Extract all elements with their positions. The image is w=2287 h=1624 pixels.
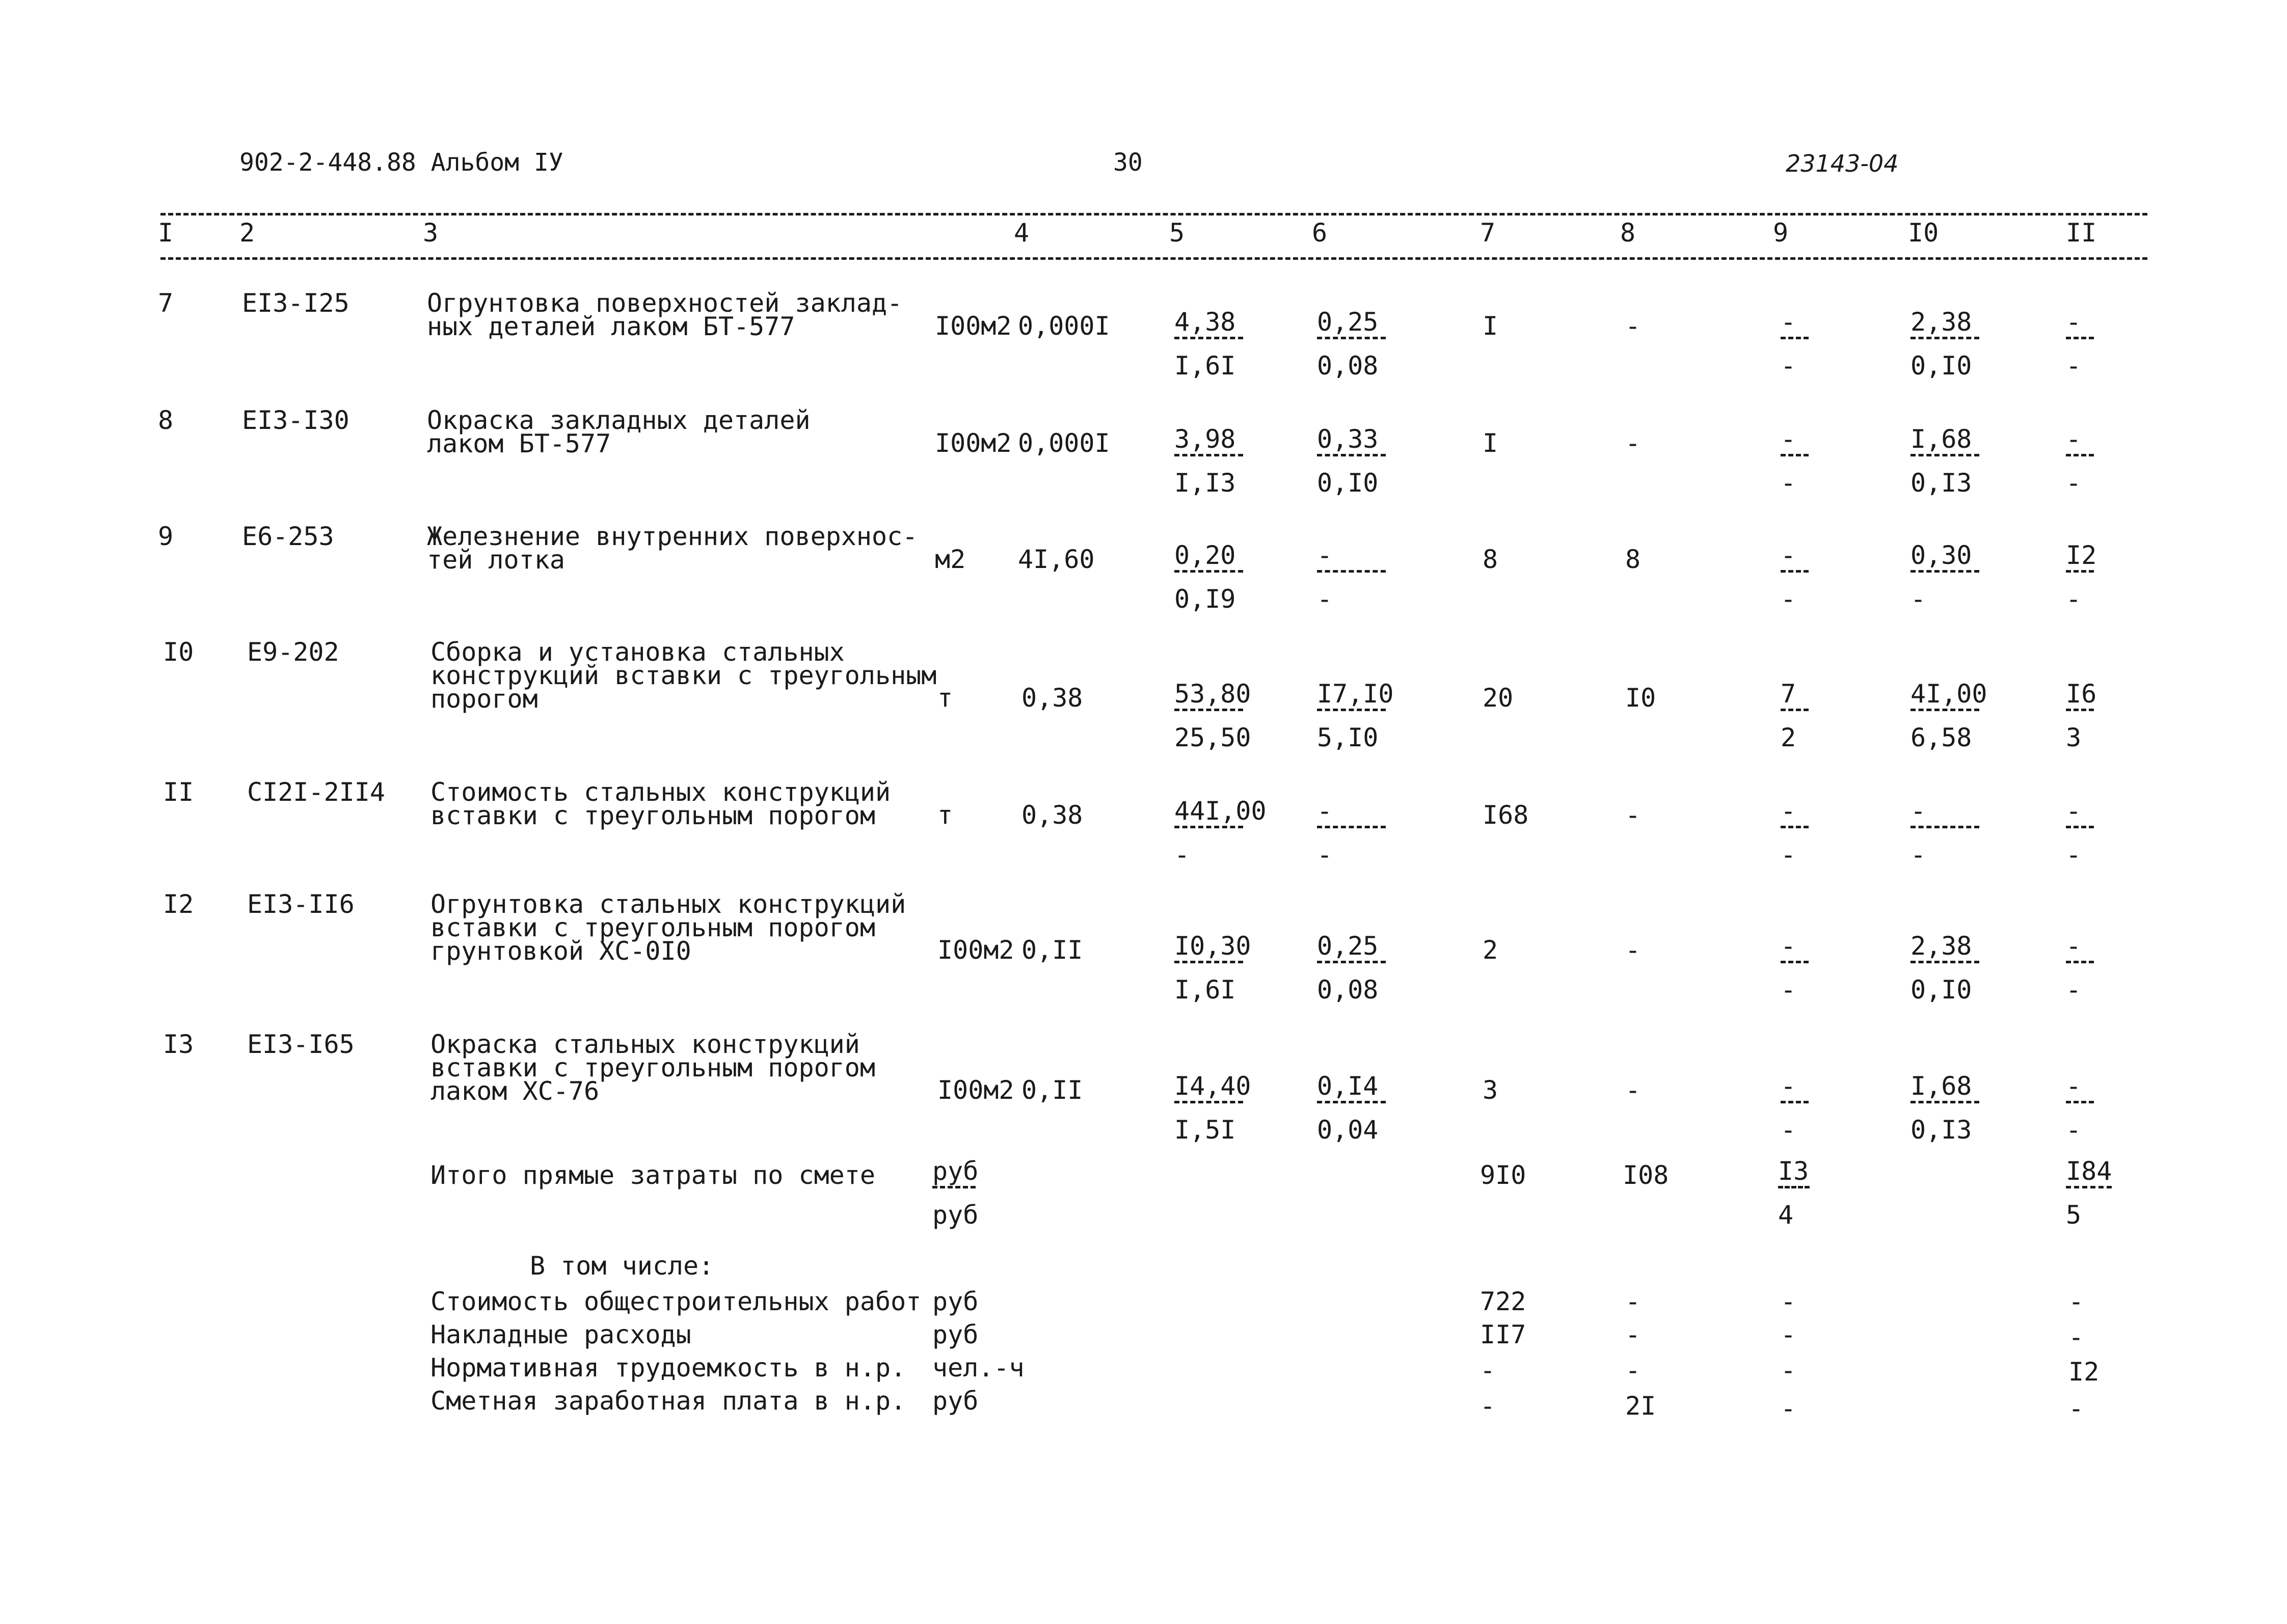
col-10-numerator: -: [1911, 796, 1979, 828]
work-description: Огрунтовка поверхностей заклад- ных деталей лаком БТ-577: [427, 288, 903, 341]
unit: м2: [935, 545, 966, 574]
col-11-denominator: -: [2066, 1115, 2082, 1145]
col-11-numerator: I2: [2066, 540, 2094, 573]
col-10-fraction: [1911, 931, 1995, 1003]
col-6-numerator: I7,I0: [1317, 679, 1386, 711]
col-9-fraction: [1781, 931, 1811, 1003]
col-5-fraction: [1174, 424, 1258, 496]
quantity: 4I,60: [1018, 545, 1095, 574]
col-9-numerator: -: [1781, 1071, 1809, 1103]
norm-code: E6-253: [242, 522, 334, 551]
col-6-fraction: [1317, 679, 1401, 751]
col-6-denominator: -: [1317, 840, 1333, 870]
col-9-numerator: -: [1781, 307, 1809, 339]
col-6-denominator: 0,04: [1317, 1115, 1379, 1145]
total-col-9-bottom: 4: [1778, 1200, 1794, 1230]
breakdown-col-8: -: [1625, 1287, 1641, 1316]
breakdown-col-7: -: [1480, 1356, 1496, 1385]
total-col-11-top: I84: [2066, 1156, 2112, 1188]
col-6-fraction: [1317, 796, 1401, 868]
col-header-8: 8: [1620, 218, 1636, 248]
col-9-denominator: -: [1781, 840, 1796, 870]
col-5-numerator: 44I,00: [1174, 796, 1243, 828]
col-9-denominator: -: [1781, 468, 1796, 498]
col-6-numerator: -: [1317, 796, 1386, 828]
col-header-9: 9: [1773, 218, 1789, 248]
col-10-denominator: -: [1911, 840, 1926, 870]
row-number: I2: [163, 889, 194, 919]
col-5-denominator: 0,I9: [1174, 584, 1236, 614]
row-number: 8: [158, 405, 174, 435]
col-10-fraction: [1911, 424, 1995, 496]
col-10-numerator: 2,38: [1911, 307, 1979, 339]
col-5-fraction: [1174, 679, 1258, 751]
breakdown-col-11: I2: [2068, 1357, 2100, 1387]
breakdown-unit: руб: [932, 1320, 979, 1349]
col-11-denominator: -: [2066, 584, 2082, 614]
col-6-numerator: 0,25: [1317, 931, 1386, 963]
row-number: 7: [158, 288, 174, 318]
norm-code: E9-202: [247, 637, 339, 667]
total-col-8: I08: [1623, 1160, 1669, 1190]
col-9-fraction: [1781, 307, 1811, 379]
col-5-fraction: [1174, 540, 1258, 612]
col-7-value: 3: [1483, 1075, 1498, 1105]
col-header-1: I: [158, 218, 174, 248]
col-5-denominator: I,6I: [1174, 975, 1236, 1005]
col-11-fraction: [2066, 424, 2096, 496]
col-6-denominator: 0,08: [1317, 975, 1379, 1005]
work-description: Сборка и установка стальных конструкций вставки с треугольным порогом: [431, 637, 937, 714]
norm-code: EI3-I30: [242, 405, 349, 435]
work-description: Железнение внутренних поверхнос- тей лотка: [427, 522, 918, 575]
col-11-fraction: [2066, 307, 2096, 379]
col-7-value: 8: [1483, 545, 1498, 574]
col-5-numerator: 53,80: [1174, 679, 1243, 711]
col-header-5: 5: [1169, 218, 1185, 248]
unit: т: [937, 683, 953, 713]
col-11-numerator: -: [2066, 796, 2094, 828]
col-6-fraction: [1317, 1071, 1401, 1143]
col-5-fraction: [1174, 1071, 1258, 1143]
col-5-denominator: I,I3: [1174, 468, 1236, 498]
unit: I00м2: [935, 311, 1012, 341]
total-col-7: 9I0: [1480, 1160, 1526, 1190]
col-10-fraction: [1911, 679, 1995, 751]
breakdown-label: Нормативная трудоемкость в н.р.: [431, 1353, 906, 1383]
document-number: 23143-04: [1786, 150, 1899, 177]
breakdown-col-11: -: [2068, 1287, 2084, 1316]
row-number: 9: [158, 522, 174, 551]
col-5-denominator: 25,50: [1174, 723, 1251, 752]
quantity: 0,000I: [1018, 428, 1110, 458]
page-number: 30: [1113, 148, 1143, 177]
col-9-denominator: 2: [1781, 723, 1796, 752]
col-5-fraction: [1174, 796, 1267, 870]
col-6-fraction: [1317, 540, 1401, 612]
breakdown-col-11: -: [2068, 1394, 2084, 1423]
col-6-denominator: 5,I0: [1317, 723, 1379, 752]
unit: т: [937, 800, 953, 830]
col-10-denominator: 0,I3: [1911, 468, 1972, 498]
col-5-denominator: -: [1174, 840, 1190, 870]
col-9-fraction: [1781, 679, 1811, 751]
col-5-numerator: 0,20: [1174, 540, 1243, 573]
col-5-numerator: 4,38: [1174, 307, 1243, 339]
col-5-numerator: I4,40: [1174, 1071, 1243, 1103]
col-11-numerator: -: [2066, 931, 2094, 963]
col-11-denominator: -: [2066, 351, 2082, 381]
col-6-numerator: 0,25: [1317, 307, 1386, 339]
col-9-fraction: [1781, 1071, 1811, 1143]
breakdown-label: Сметная заработная плата в н.р.: [431, 1386, 906, 1416]
col-6-numerator: -: [1317, 540, 1386, 573]
col-10-numerator: 2,38: [1911, 931, 1979, 963]
breakdown-col-9: -: [1781, 1320, 1796, 1349]
col-11-denominator: 3: [2066, 723, 2082, 752]
row-number: I0: [163, 637, 194, 667]
breakdown-col-7: II7: [1480, 1320, 1526, 1349]
breakdown-col-7: -: [1480, 1391, 1496, 1421]
row-number: I3: [163, 1030, 194, 1059]
total-unit: [932, 1156, 993, 1228]
col-8-value: -: [1625, 428, 1641, 458]
breakdown-col-8: 2I: [1625, 1391, 1656, 1421]
breakdown-col-9: -: [1781, 1394, 1796, 1423]
col-10-denominator: 0,I3: [1911, 1115, 1972, 1145]
col-8-value: -: [1625, 311, 1641, 341]
col-10-fraction: [1911, 1071, 1995, 1143]
quantity: 0,II: [1021, 935, 1083, 965]
col-11-fraction: [2066, 679, 2096, 751]
header-rule-top: [160, 213, 2147, 215]
quantity: 0,38: [1021, 683, 1083, 713]
col-header-11: II: [2066, 218, 2097, 248]
col-6-numerator: 0,I4: [1317, 1071, 1386, 1103]
col-8-value: -: [1625, 935, 1641, 965]
col-header-6: 6: [1312, 218, 1328, 248]
total-col-9: [1778, 1156, 1824, 1228]
col-10-fraction: [1911, 796, 1995, 868]
unit: I00м2: [937, 935, 1014, 965]
col-7-value: I: [1483, 311, 1498, 341]
col-8-value: -: [1625, 800, 1641, 830]
including-label: В том числе:: [530, 1251, 714, 1281]
total-col-11-bottom: 5: [2066, 1200, 2082, 1230]
breakdown-unit: руб: [932, 1386, 979, 1416]
norm-code: EI3-II6: [247, 889, 355, 919]
col-6-fraction: [1317, 307, 1401, 379]
col-10-numerator: I,68: [1911, 424, 1979, 456]
col-11-denominator: -: [2066, 840, 2082, 870]
col-5-fraction: [1174, 307, 1258, 379]
col-5-numerator: I0,30: [1174, 931, 1243, 963]
quantity: 0,38: [1021, 800, 1083, 830]
col-9-denominator: -: [1781, 351, 1796, 381]
col-10-fraction: [1911, 307, 1995, 379]
breakdown-unit: чел.-ч: [932, 1353, 1025, 1383]
col-9-numerator: -: [1781, 796, 1809, 828]
col-6-fraction: [1317, 931, 1401, 1003]
breakdown-col-9: -: [1781, 1287, 1796, 1316]
col-9-numerator: 7: [1781, 679, 1809, 711]
col-6-numerator: 0,33: [1317, 424, 1386, 456]
col-9-numerator: -: [1781, 424, 1809, 456]
quantity: 0,000I: [1018, 311, 1110, 341]
col-11-denominator: -: [2066, 468, 2082, 498]
col-10-numerator: 4I,00: [1911, 679, 1979, 711]
col-11-numerator: -: [2066, 424, 2094, 456]
col-11-numerator: -: [2066, 1071, 2094, 1103]
col-6-denominator: 0,I0: [1317, 468, 1379, 498]
col-7-value: 20: [1483, 683, 1514, 713]
work-description: Стоимость стальных конструкций вставки с треугольным порогом: [431, 777, 891, 830]
col-10-denominator: 6,58: [1911, 723, 1972, 752]
breakdown-col-8: -: [1625, 1320, 1641, 1349]
col-6-denominator: 0,08: [1317, 351, 1379, 381]
col-7-value: 2: [1483, 935, 1498, 965]
breakdown-col-7: 722: [1480, 1287, 1526, 1316]
col-7-value: I68: [1483, 800, 1529, 830]
col-11-denominator: -: [2066, 975, 2082, 1005]
breakdown-label: Стоимость общестроительных работ: [431, 1287, 922, 1316]
total-label: Итого прямые затраты по смете: [431, 1160, 875, 1190]
breakdown-col-8: -: [1625, 1356, 1641, 1385]
col-5-denominator: I,6I: [1174, 351, 1236, 381]
col-8-value: -: [1625, 1075, 1641, 1105]
col-8-value: 8: [1625, 545, 1641, 574]
header-rule-bottom: [160, 257, 2147, 260]
breakdown-col-11: -: [2068, 1322, 2084, 1352]
col-11-numerator: I6: [2066, 679, 2094, 711]
norm-code: EI3-I65: [247, 1030, 355, 1059]
col-10-denominator: 0,I0: [1911, 975, 1972, 1005]
work-description: Окраска стальных конструкций вставки с треугольным порогом лаком ХС-76: [431, 1030, 875, 1106]
breakdown-col-9: -: [1781, 1356, 1796, 1385]
col-10-numerator: 0,30: [1911, 540, 1979, 573]
col-9-denominator: -: [1781, 975, 1796, 1005]
norm-code: EI3-I25: [242, 288, 349, 318]
quantity: 0,II: [1021, 1075, 1083, 1105]
col-11-fraction: [2066, 540, 2096, 612]
col-header-10: I0: [1908, 218, 1939, 248]
col-header-3: 3: [423, 218, 439, 248]
col-7-value: I: [1483, 428, 1498, 458]
col-6-denominator: -: [1317, 584, 1333, 614]
col-header-4: 4: [1014, 218, 1030, 248]
col-11-fraction: [2066, 1071, 2096, 1143]
col-5-denominator: I,5I: [1174, 1115, 1236, 1145]
col-9-fraction: [1781, 540, 1811, 612]
col-11-numerator: -: [2066, 307, 2094, 339]
col-10-numerator: I,68: [1911, 1071, 1979, 1103]
col-header-2: 2: [239, 218, 255, 248]
col-9-denominator: -: [1781, 1115, 1796, 1145]
col-9-denominator: -: [1781, 584, 1796, 614]
col-9-fraction: [1781, 424, 1811, 496]
breakdown-label: Накладные расходы: [431, 1320, 691, 1349]
unit: I00м2: [937, 1075, 1014, 1105]
col-10-denominator: 0,I0: [1911, 351, 1972, 381]
col-6-fraction: [1317, 424, 1401, 496]
total-col-11: [2066, 1156, 2117, 1228]
breakdown-unit: руб: [932, 1287, 979, 1316]
col-9-fraction: [1781, 796, 1811, 868]
col-5-fraction: [1174, 931, 1258, 1003]
total-unit-bottom: руб: [932, 1200, 979, 1230]
col-9-numerator: -: [1781, 540, 1809, 573]
album-code: 902-2-448.88 Альбом IУ: [239, 148, 563, 177]
norm-code: CI2I-2II4: [247, 777, 385, 807]
total-col-9-top: I3: [1778, 1156, 1810, 1188]
col-header-7: 7: [1480, 218, 1496, 248]
total-unit-top: руб: [932, 1156, 976, 1188]
unit: I00м2: [935, 428, 1012, 458]
col-11-fraction: [2066, 931, 2096, 1003]
col-10-fraction: [1911, 540, 1995, 612]
col-8-value: I0: [1625, 683, 1656, 713]
col-11-fraction: [2066, 796, 2096, 868]
work-description: Огрунтовка стальных конструкций вставки с треугольным порогом грунтовкой ХС-0I0: [431, 889, 906, 966]
col-9-numerator: -: [1781, 931, 1809, 963]
col-5-numerator: 3,98: [1174, 424, 1243, 456]
row-number: II: [163, 777, 194, 807]
col-10-denominator: -: [1911, 584, 1926, 614]
work-description: Окраска закладных деталей лаком БТ-577: [427, 405, 811, 458]
